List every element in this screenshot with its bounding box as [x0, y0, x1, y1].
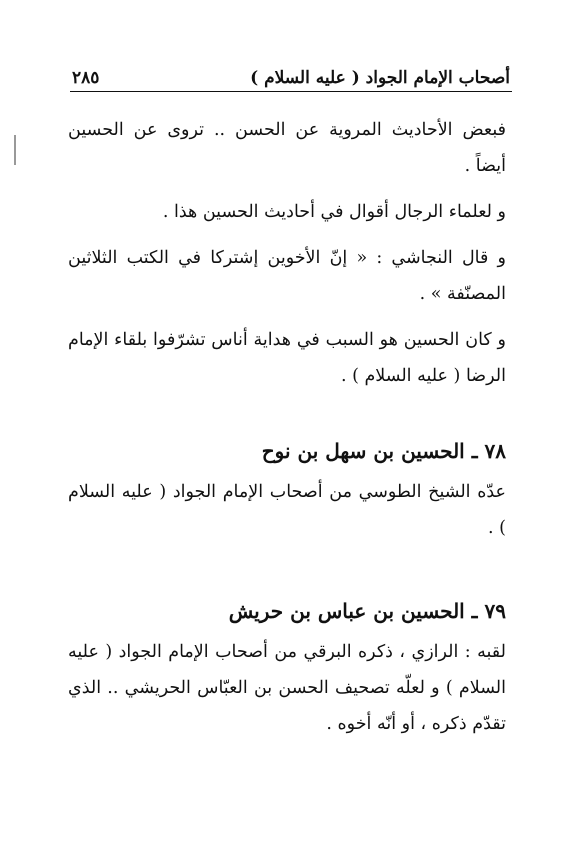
header-title: أصحاب الإمام الجواد ( عليه السلام ): [250, 68, 510, 88]
entry-79-body: لقبه : الرازي ، ذكره البرقي من أصحاب الإمام الجواد ( عليه السلام ) و لعلّه تصحيف الحسن بن العبّاس الحريشي .. الذي تقدّم ذكره ، أو أنّه أخوه .: [68, 642, 506, 734]
paragraph-guidance: و كان الحسين هو السبب في هداية أناس تشرّفوا بلقاء الإمام الرضا ( عليه السلام ) .: [68, 330, 506, 386]
page-number: ٢٨٥: [72, 68, 100, 88]
page-body: [68, 112, 506, 752]
paragraph-scholars-opinion: و لعلماء الرجال أقوال في أحاديث الحسين هذا .: [162, 202, 506, 222]
entry-78-heading: ٧٨ ـ الحسين بن سهل بن نوح: [261, 439, 506, 463]
running-header: [72, 58, 510, 88]
paragraph-hadith-note: فبعض الأحاديث المروية عن الحسن .. تروى عن الحسين أيضاً .: [68, 120, 506, 176]
paragraph-najashi-quote: و قال النجاشي : « إنّ الأخوين إشتركا في الكتب الثلاثين المصنّفة » .: [68, 248, 506, 304]
entry-79-heading: ٧٩ ـ الحسين بن عباس بن حريش: [228, 599, 506, 623]
margin-mark: [14, 135, 16, 165]
entry-78-body: عدّه الشيخ الطوسي من أصحاب الإمام الجواد ( عليه السلام ) .: [68, 482, 506, 538]
header-rule: [70, 91, 512, 92]
